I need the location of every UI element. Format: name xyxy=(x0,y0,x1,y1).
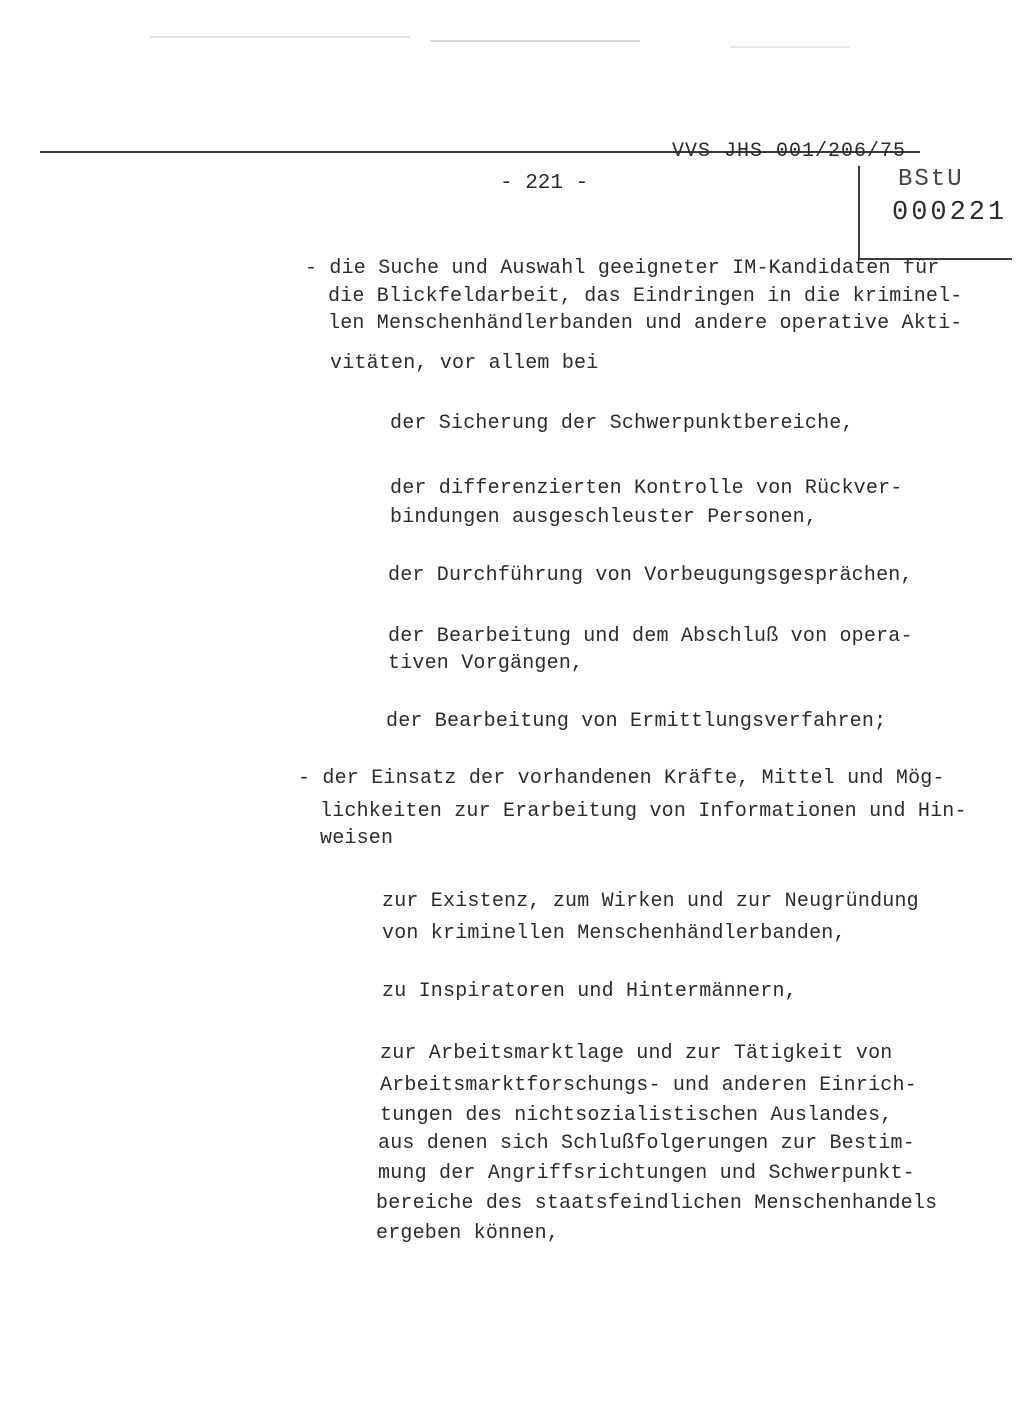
topic-3-line-2: Arbeitsmarktforschungs- und anderen Einrich- xyxy=(380,1074,917,1097)
topic-3-line-5: mung der Angriffsrichtungen und Schwerpunkt- xyxy=(378,1162,915,1185)
bullet-2-line-3: weisen xyxy=(320,827,394,850)
bullet-1-line-3: len Menschenhändlerbanden und andere operative Akti- xyxy=(328,312,963,335)
sub-item-3-line-1: der Durchführung von Vorbeugungsgesprächen, xyxy=(388,564,913,587)
stamp-border-left xyxy=(858,166,860,258)
bullet-2-line-1: - der Einsatz der vorhandenen Kräfte, Mittel und Mög- xyxy=(298,767,945,790)
topic-3-line-6: bereiche des staatsfeindlichen Menschenhandels xyxy=(376,1192,938,1215)
topic-3-line-4: aus denen sich Schlußfolgerungen zur Bestim- xyxy=(378,1132,915,1155)
bullet-1-line-4: vitäten, vor allem bei xyxy=(330,352,599,375)
bullet-2-line-2: lichkeiten zur Erarbeitung von Informationen und Hin- xyxy=(320,800,967,823)
topic-3-line-7: ergeben können, xyxy=(376,1222,560,1245)
sub-item-1-line-1: der Sicherung der Schwerpunktbereiche, xyxy=(390,412,854,435)
topic-3-line-1: zur Arbeitsmarktlage und zur Tätigkeit von xyxy=(380,1042,893,1065)
sub-item-2-line-2: bindungen ausgeschleuster Personen, xyxy=(390,506,818,529)
topic-3-line-3: tungen des nichtsozialistischen Auslandes, xyxy=(380,1104,893,1127)
stamp-sheet-number: 000221 xyxy=(892,198,1008,228)
sub-item-2-line-1: der differenzierten Kontrolle von Rückver- xyxy=(390,477,903,500)
topic-1-line-1: zur Existenz, zum Wirken und zur Neugründung xyxy=(382,890,919,913)
topic-2-line-1: zu Inspiratoren und Hintermännern, xyxy=(382,980,797,1003)
stamp-archive-label: BStU xyxy=(898,166,964,193)
archive-stamp xyxy=(858,166,1014,262)
sub-item-4-line-1: der Bearbeitung und dem Abschluß von opera- xyxy=(388,625,913,648)
bullet-1-line-1: - die Suche und Auswahl geeigneter IM-Kandidaten für xyxy=(305,257,940,280)
scan-artifact xyxy=(150,36,410,38)
bullet-1-line-2: die Blickfeldarbeit, das Eindringen in die kriminel- xyxy=(328,285,963,308)
topic-1-line-2: von kriminellen Menschenhändlerbanden, xyxy=(382,922,846,945)
page-number: - 221 - xyxy=(500,172,589,195)
scan-artifact xyxy=(730,46,850,48)
scan-artifact xyxy=(430,40,640,42)
sub-item-5-line-1: der Bearbeitung von Ermittlungsverfahren; xyxy=(386,710,887,733)
document-reference: VVS JHS 001/206/75 xyxy=(672,140,907,163)
sub-item-4-line-2: tiven Vorgängen, xyxy=(388,652,584,675)
